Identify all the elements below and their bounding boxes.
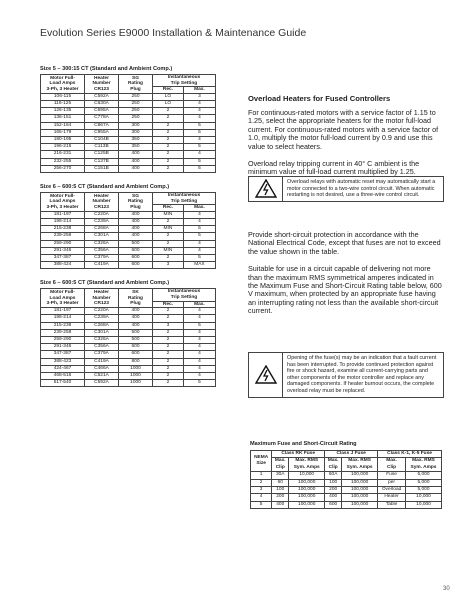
table-cell: 5 <box>183 380 215 387</box>
table-cell: 250 <box>119 108 153 115</box>
table-cell: 4 <box>183 373 215 380</box>
table-row <box>251 487 442 494</box>
table-cell: 3 <box>251 487 272 494</box>
table-row <box>41 165 216 172</box>
table-cell: 300 <box>119 129 153 136</box>
electrical-hazard-icon <box>255 365 277 384</box>
table-cell: 259-290 <box>41 240 85 247</box>
table-cell: 2 <box>153 373 184 380</box>
overload-paragraph-1: For continuous-rated motors with a service factor of 1.15 to 1.25, select the appropriate heaters for the motor full-load current. For continuous-rated motors with a service factor of 1.0, multiply the motor full-load current by 0.9 and use this value to select heaters. <box>248 108 439 151</box>
table-row <box>41 226 216 233</box>
table-row <box>41 322 216 329</box>
table-cell: C867A <box>85 122 119 129</box>
table-cell: LO <box>153 100 184 107</box>
table-cell: C379A <box>85 255 119 262</box>
table-cell: 4 <box>251 494 272 501</box>
table-cell: 250 <box>119 115 153 122</box>
table-cell: C379A <box>85 351 119 358</box>
max-header: Max. <box>183 205 215 212</box>
table-cell: 300 <box>119 122 153 129</box>
table-cell: 3 <box>153 262 184 269</box>
heater-table-title: Size 5 – 300:15 CT (Standard and Ambient Comp.) <box>40 66 173 72</box>
table-cell: 2 <box>153 255 184 262</box>
table-cell: 4 <box>183 351 215 358</box>
table-cell: 517-540 <box>41 380 85 387</box>
table-cell: 2 <box>153 329 184 336</box>
table-cell: 5 <box>183 158 215 165</box>
table-cell: 2 <box>153 129 184 136</box>
table-cell: 2 <box>153 233 184 240</box>
table-cell: 3 <box>153 322 184 329</box>
table-cell: 291-346 <box>41 344 85 351</box>
merged-fuse-cell: per <box>378 479 406 486</box>
table-cell: 100,000 <box>342 479 378 486</box>
table-cell: 100,000 <box>342 472 378 479</box>
table-cell: MAX <box>183 262 215 269</box>
suitable-circuit-paragraph: Suitable for use in a circuit capable of delivering not more than the maximum RMS symmetrical amperes indicated in the Maximum Fuse and Short-Circuit Rating table below, 600 V maximum, when protected by an appropriate fuse having an interrupting rating not less than the available short-circuit current. <box>248 264 442 316</box>
table-cell: 2 <box>153 365 184 372</box>
heater-table-title: Size 6 – 600:5 CT (Standard and Ambient Comp.) <box>40 184 170 191</box>
heater-table <box>40 74 216 173</box>
group-header: Class RK Fuse <box>272 451 325 458</box>
group-header: Class J Fuse <box>325 451 378 458</box>
rating-plug-header: SG Rating Plug <box>119 75 153 94</box>
table-cell: 291-346 <box>41 247 85 254</box>
table-cell: 3 <box>183 93 215 100</box>
table-row <box>41 158 216 165</box>
table-cell: 4 <box>183 115 215 122</box>
table-cell: 181-197 <box>41 308 85 315</box>
table-row <box>41 373 216 380</box>
table-cell: C301A <box>85 233 119 240</box>
table-cell: 4 <box>183 315 215 322</box>
table-cell: 2 <box>153 358 184 365</box>
table-cell: 232-255 <box>41 158 85 165</box>
table-cell: 4 <box>183 219 215 226</box>
table-cell: MIN <box>153 211 184 218</box>
table-cell: 100,000 <box>289 501 325 508</box>
table-cell: 100,000 <box>289 479 325 486</box>
table-row <box>41 144 216 151</box>
table-cell: 5 <box>183 122 215 129</box>
table-cell: 2 <box>153 137 184 144</box>
table-cell: 181-197 <box>41 211 85 218</box>
table-cell: 400 <box>325 494 342 501</box>
table-cell: 215-238 <box>41 226 85 233</box>
table-cell: 5 <box>183 226 215 233</box>
table-cell: 350 <box>119 144 153 151</box>
table-cell: 200 <box>325 487 342 494</box>
table-row <box>41 233 216 240</box>
table-cell: 180-195 <box>41 137 85 144</box>
table-cell: 198-214 <box>41 219 85 226</box>
table-cell: 259-290 <box>41 337 85 344</box>
warning-icon-cell <box>249 177 283 201</box>
table-cell: 2 <box>153 151 184 158</box>
auto-reset-warning-text: Overload relays with automatic reset may automatically start a motor connected to a two-wire control circuit. When automatic restarting is not desired, use a three-wire control circuit. <box>287 179 436 199</box>
table-cell: 2 <box>153 219 184 226</box>
merged-fuse-cell: Table <box>378 501 406 508</box>
heater-table <box>40 288 216 387</box>
table-cell: 152-164 <box>41 122 85 129</box>
table-cell: 400 <box>119 308 153 315</box>
electrical-hazard-icon <box>255 179 277 198</box>
table-cell: 4 <box>183 365 215 372</box>
table-cell: 215-238 <box>41 322 85 329</box>
page-header-title: Evolution Series E9000 Installation & Maintenance Guide <box>40 27 307 39</box>
table-cell: 500 <box>119 337 153 344</box>
table-cell: 400 <box>119 165 153 172</box>
table-cell: 5 <box>183 322 215 329</box>
table-cell: 2 <box>153 144 184 151</box>
table-cell: 400 <box>119 322 153 329</box>
table-cell: 5,000 <box>406 472 442 479</box>
trip-setting-header: Instantaneous Trip Setting <box>153 289 216 301</box>
table-cell: 400 <box>119 211 153 218</box>
max-header: Max. <box>183 87 215 94</box>
table-cell: C630A <box>85 100 119 107</box>
table-row <box>41 137 216 144</box>
table-cell: 100,000 <box>289 494 325 501</box>
group-header: Class K-1, K-5 Fuse <box>378 451 442 458</box>
table-cell: 196-215 <box>41 144 85 151</box>
table-cell: 500 <box>119 240 153 247</box>
protection-text-column <box>248 231 444 325</box>
table-row <box>41 262 216 269</box>
table-cell: 239-258 <box>41 233 85 240</box>
table-cell: 216-231 <box>41 151 85 158</box>
table-cell: C268A <box>85 322 119 329</box>
table-row <box>251 501 442 508</box>
table-cell: 2 <box>153 240 184 247</box>
table-cell: 30A <box>272 472 289 479</box>
table-cell: 2 <box>153 108 184 115</box>
table-row <box>41 308 216 315</box>
max-header: Max. <box>183 301 215 308</box>
table-row <box>41 100 216 107</box>
subheader-max-clip: Max. Clip <box>272 458 289 472</box>
subheader-max-rms: Max. RMS Sym. Amps <box>289 458 325 472</box>
table-cell: C778A <box>85 115 119 122</box>
heater-table-title: Size 6 – 600:5 CT (Standard and Ambient Comp.) <box>40 280 170 287</box>
table-cell: 10,000 <box>406 501 442 508</box>
table-cell: 116-125 <box>41 100 85 107</box>
table-row <box>41 255 216 262</box>
table-cell: C419A <box>85 358 119 365</box>
table-cell: 424-467 <box>41 365 85 372</box>
table-cell: C239A <box>85 315 119 322</box>
table-cell: 4 <box>183 337 215 344</box>
table-cell: C521A <box>85 373 119 380</box>
table-row <box>41 344 216 351</box>
table-cell: C268A <box>85 226 119 233</box>
table-cell: C239A <box>85 219 119 226</box>
table-cell: 600 <box>119 351 153 358</box>
table-cell: 600 <box>119 247 153 254</box>
table-row <box>41 108 216 115</box>
table-cell: 600 <box>119 255 153 262</box>
table-row <box>41 337 216 344</box>
table-cell: 2 <box>153 344 184 351</box>
table-cell: 10,000 <box>289 472 325 479</box>
table-cell: 400 <box>119 158 153 165</box>
table-cell: LO <box>153 93 184 100</box>
table-row <box>251 472 442 479</box>
table-cell: 350 <box>119 137 153 144</box>
table-cell: 136-151 <box>41 115 85 122</box>
table-cell: 100,000 <box>342 501 378 508</box>
table-cell: 800 <box>119 358 153 365</box>
subheader-max-clip: Max. Clip <box>378 458 406 472</box>
table-cell: 106-115 <box>41 93 85 100</box>
table-cell: C125B <box>85 151 119 158</box>
table-cell: 4 <box>183 247 215 254</box>
subheader-max-clip: Max. Clip <box>325 458 342 472</box>
table-row <box>41 219 216 226</box>
table-cell: 4 <box>183 329 215 336</box>
table-row <box>41 247 216 254</box>
table-cell: 5 <box>183 165 215 172</box>
rec-header: Rec. <box>153 205 184 212</box>
table-cell: 200 <box>272 494 289 501</box>
table-row <box>41 315 216 322</box>
table-cell: 388-424 <box>41 262 85 269</box>
table-cell: 388-423 <box>41 358 85 365</box>
table-row <box>251 494 442 501</box>
table-row <box>41 380 216 387</box>
table-cell: 1000 <box>119 365 153 372</box>
table-cell: 347-387 <box>41 351 85 358</box>
table-cell: 400 <box>119 233 153 240</box>
table-row <box>251 479 442 486</box>
table-cell: 2 <box>153 115 184 122</box>
page-number: 30 <box>443 586 450 592</box>
table-cell: 2 <box>153 165 184 172</box>
table-cell: 5 <box>251 501 272 508</box>
warning-icon-cell <box>249 353 283 397</box>
table-cell: C419A <box>85 262 119 269</box>
table-cell: 60 <box>272 479 289 486</box>
motor-fla-header: Motor Full- Load Amps 3-Ph, 3 Heater <box>41 193 85 212</box>
table-cell: 2 <box>153 308 184 315</box>
table-cell: C466A <box>85 365 119 372</box>
table-cell: C326A <box>85 337 119 344</box>
table-row <box>41 365 216 372</box>
auto-reset-warning-box <box>248 176 444 202</box>
heater-table <box>40 192 216 269</box>
rec-header: Rec. <box>153 87 184 94</box>
table-cell: C955A <box>85 129 119 136</box>
subheader-max-rms: Max. RMS Sym. Amps <box>342 458 378 472</box>
table-cell: 100,000 <box>342 487 378 494</box>
table-cell: 239-258 <box>41 329 85 336</box>
merged-fuse-cell: Overload <box>378 487 406 494</box>
merged-fuse-cell: Heater <box>378 494 406 501</box>
table-cell: 5 <box>183 144 215 151</box>
table-cell: 4 <box>183 137 215 144</box>
table-row <box>41 122 216 129</box>
table-cell: 400 <box>119 226 153 233</box>
table-cell: C592A <box>85 380 119 387</box>
subheader-max-rms: Max. RMS Sym. Amps <box>406 458 442 472</box>
table-cell: 400 <box>119 151 153 158</box>
table-cell: C695A <box>85 108 119 115</box>
table-row <box>41 211 216 218</box>
table-row <box>41 358 216 365</box>
table-cell: 5,000 <box>406 487 442 494</box>
merged-fuse-cell: Fuse <box>378 472 406 479</box>
fuse-opening-warning-text: Opening of the fuse(s) may be an indication that a fault current has been interrupted. To provide continued protection against fire or shock hazard, examine all current-carrying parts and other components of the motor controller and replace any damaged components. If heater burnout occurs, the complete overload relay must be replaced. <box>287 355 437 394</box>
table-cell: 2 <box>153 158 184 165</box>
table-cell: 600 <box>119 262 153 269</box>
heater-number-header: Heater Number CR123 <box>85 193 119 212</box>
max-fuse-table <box>250 450 442 509</box>
rec-header: Rec. <box>153 301 184 308</box>
table-cell: C151B <box>85 165 119 172</box>
heater-tables-column <box>40 66 220 398</box>
table-cell: C356A <box>85 344 119 351</box>
overload-section-title: Overload Heaters for Fused Controllers <box>248 94 391 103</box>
table-cell: 600 <box>119 344 153 351</box>
table-cell: 4 <box>183 308 215 315</box>
table-cell: 2 <box>251 479 272 486</box>
table-row <box>41 115 216 122</box>
table-cell: C356A <box>85 247 119 254</box>
table-cell: C326A <box>85 240 119 247</box>
table-cell: 400 <box>272 501 289 508</box>
table-cell: 400 <box>119 219 153 226</box>
table-cell: MIN <box>153 247 184 254</box>
table-row <box>41 93 216 100</box>
table-cell: 4 <box>183 358 215 365</box>
short-circuit-paragraph: Provide short-circuit protection in accordance with the National Electrical Code, except that fuses are not to exceed the value shown in the table. <box>248 230 441 256</box>
table-cell: 2 <box>153 315 184 322</box>
trip-setting-header: Instantaneous Trip Setting <box>153 193 216 205</box>
table-cell: 250 <box>119 100 153 107</box>
table-cell: 165-179 <box>41 129 85 136</box>
table-cell: 4 <box>183 211 215 218</box>
table-cell: 250 <box>119 93 153 100</box>
table-cell: 5 <box>183 255 215 262</box>
table-cell: 100 <box>272 487 289 494</box>
table-row <box>41 151 216 158</box>
trip-setting-header: Instantaneous Trip Setting <box>153 75 216 87</box>
table-cell: 468-516 <box>41 373 85 380</box>
max-fuse-table-title: Maximum Fuse and Short-Circuit Rating <box>250 441 357 447</box>
heater-number-header: Heater Number CR123 <box>85 75 119 94</box>
table-cell: 198-214 <box>41 315 85 322</box>
rating-plug-header: SG Rating Plug <box>119 193 153 212</box>
table-cell: 600 <box>325 501 342 508</box>
table-cell: 400 <box>119 315 153 322</box>
table-cell: 4 <box>183 240 215 247</box>
overload-text-column <box>248 94 444 186</box>
table-cell: 2 <box>153 122 184 129</box>
table-cell: 100,000 <box>289 487 325 494</box>
table-cell: 256-270 <box>41 165 85 172</box>
fuse-opening-warning-box <box>248 352 444 398</box>
table-cell: C220A <box>85 308 119 315</box>
table-cell: 4 <box>183 151 215 158</box>
motor-fla-header: Motor Full- Load Amps 3-Ph, 3 Heater <box>41 289 85 308</box>
table-cell: 5 <box>183 233 215 240</box>
table-cell: C104B <box>85 137 119 144</box>
table-cell: C113B <box>85 144 119 151</box>
table-cell: C592A <box>85 93 119 100</box>
table-cell: 5,000 <box>406 479 442 486</box>
overload-paragraph-2: Overload relay tripping current in 40° C ambient is the minimum value of full-load current multiplied by 1.25. <box>248 159 420 177</box>
motor-fla-header: Motor Full- Load Amps 3-Ph, 3 Heater <box>41 75 85 94</box>
table-cell: 4 <box>183 344 215 351</box>
table-cell: C301A <box>85 329 119 336</box>
table-cell: C137B <box>85 158 119 165</box>
nema-size-header: NEMA Size <box>251 451 272 472</box>
table-row <box>41 240 216 247</box>
table-cell: 1000 <box>119 380 153 387</box>
table-cell: 2 <box>153 337 184 344</box>
table-cell: 4 <box>183 100 215 107</box>
table-cell: 10,000 <box>406 494 442 501</box>
table-cell: 126-135 <box>41 108 85 115</box>
table-cell: 2 <box>153 380 184 387</box>
table-cell: C220A <box>85 211 119 218</box>
table-cell: 347-387 <box>41 255 85 262</box>
table-cell: 1000 <box>119 373 153 380</box>
table-row <box>41 351 216 358</box>
heater-number-header: Heater Number CR123 <box>85 289 119 308</box>
table-cell: 100,000 <box>342 494 378 501</box>
table-cell: 500 <box>119 329 153 336</box>
table-cell: 2 <box>153 351 184 358</box>
rating-plug-header: SK Rating Plug <box>119 289 153 308</box>
table-cell: 1 <box>251 472 272 479</box>
table-cell: MIN <box>153 226 184 233</box>
table-row <box>41 129 216 136</box>
table-cell: 60A <box>325 472 342 479</box>
table-cell: 100 <box>325 479 342 486</box>
table-cell: 4 <box>183 108 215 115</box>
table-row <box>41 329 216 336</box>
table-cell: 5 <box>183 129 215 136</box>
